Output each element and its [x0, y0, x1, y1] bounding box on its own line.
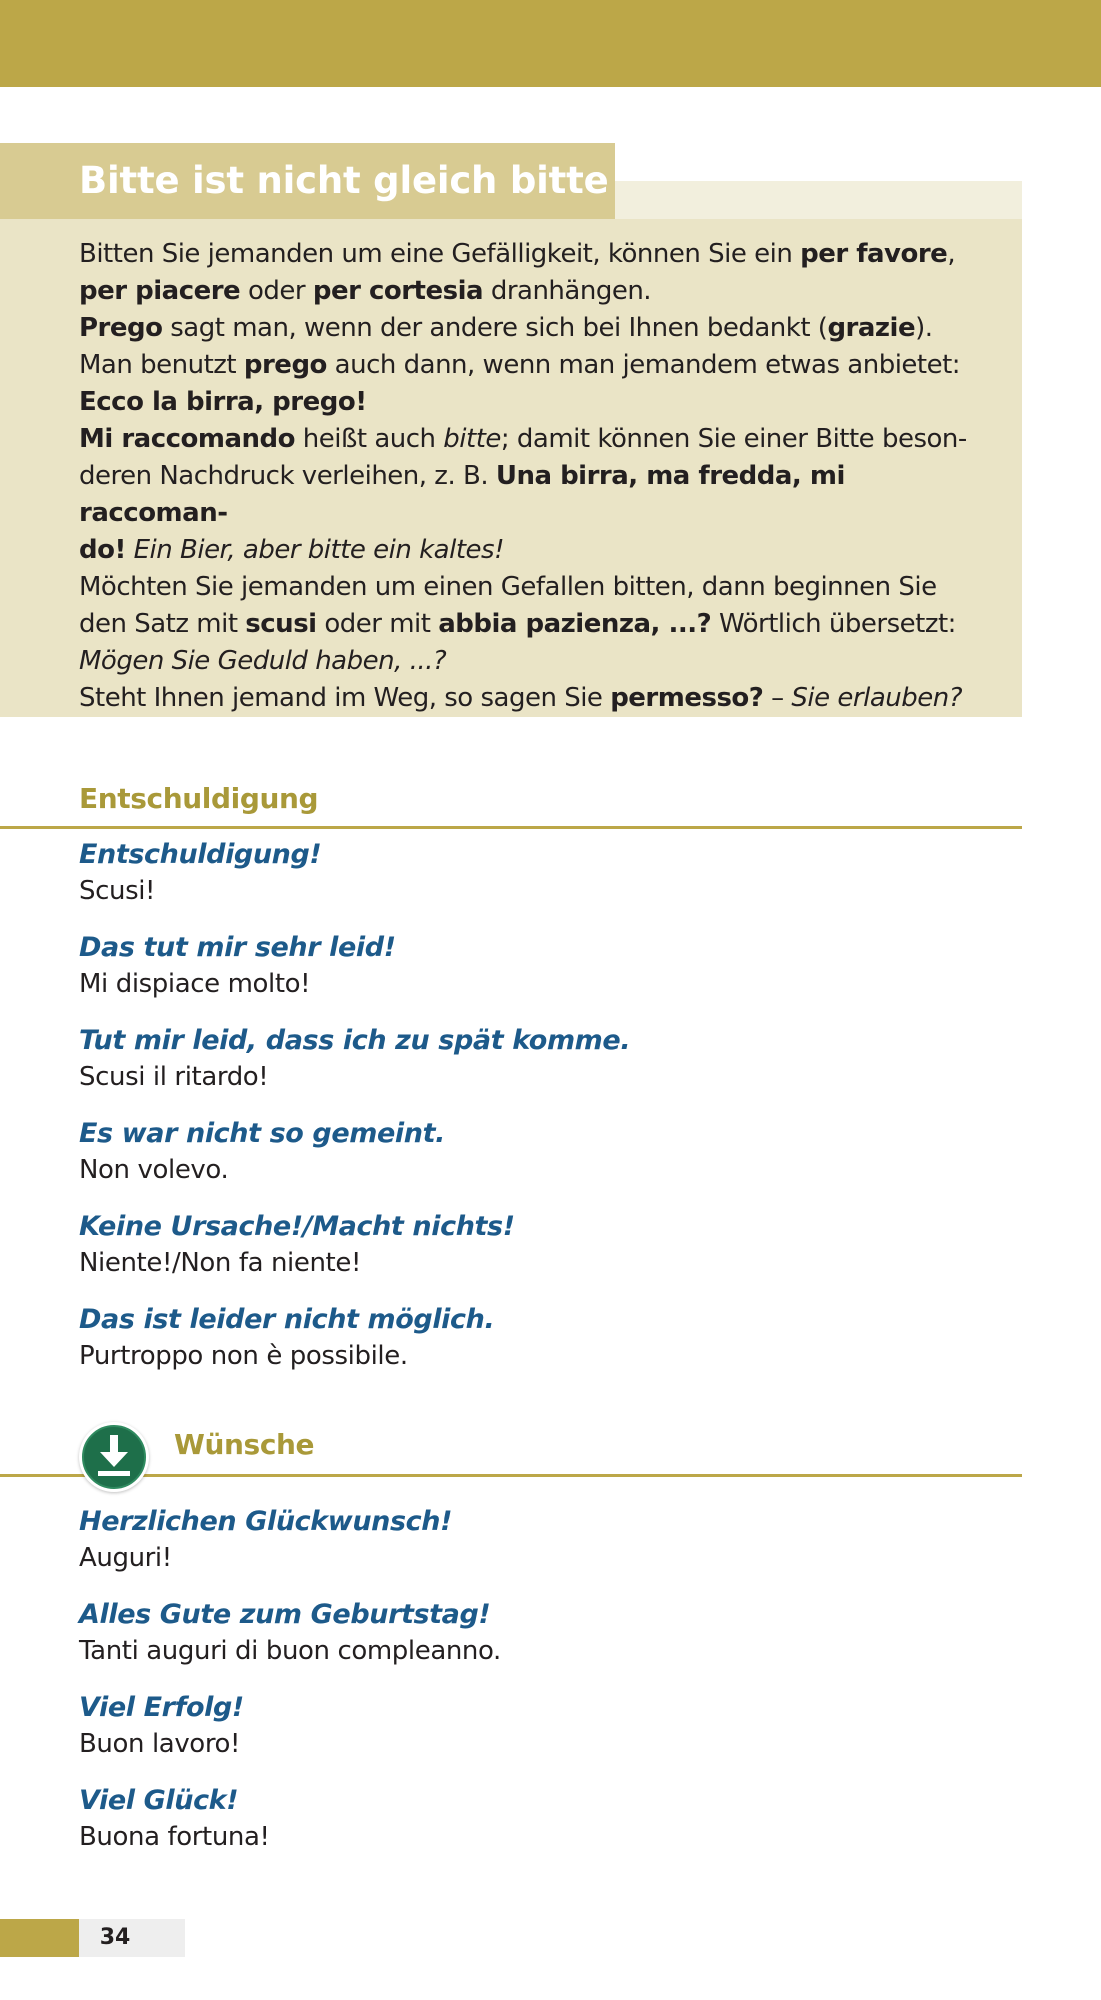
section-heading-wuensche: Wünsche: [174, 1428, 315, 1461]
phrase-list-wuensche: [79, 1503, 999, 1875]
italic-translation: Sie erlauben?: [791, 683, 963, 713]
phrase-item: [79, 836, 999, 929]
text-run: dranhängen.: [483, 276, 652, 306]
bold-term: Una birra, ma fredda, mi raccoman-: [79, 461, 845, 528]
text-run: –: [763, 683, 792, 713]
phrase-italian: Niente!/Non fa niente!: [79, 1248, 361, 1278]
text-run: [126, 535, 134, 565]
phrase-german: Das ist leider nicht möglich.: [79, 1304, 495, 1335]
text-run: ).: [915, 313, 933, 343]
phrase-italian: Non volevo.: [79, 1155, 229, 1185]
phrase-italian: Scusi!: [79, 876, 156, 906]
download-badge[interactable]: [79, 1422, 149, 1492]
phrase-german: Es war nicht so gemeint.: [79, 1118, 445, 1149]
text-run: Wörtlich übersetzt:: [711, 609, 956, 639]
page-number-box: [79, 1919, 185, 1957]
info-line: [79, 310, 999, 347]
bold-term: prego: [243, 350, 327, 380]
bold-term: per cortesia: [312, 276, 484, 306]
bold-term: do!: [79, 535, 126, 565]
phrase-italian: Mi dispiace molto!: [79, 969, 311, 999]
text-run: Möchten Sie jemanden um einen Gefallen bitten, dann beginnen Sie: [79, 572, 937, 602]
phrase-italian: Purtroppo non è possibile.: [79, 1341, 408, 1371]
info-line: [79, 532, 999, 569]
text-run: oder: [240, 276, 313, 306]
italic-translation: Mögen Sie Geduld haben, ...?: [79, 646, 447, 676]
phrase-italian: Auguri!: [79, 1543, 172, 1573]
phrase-italian: Buona fortuna!: [79, 1822, 270, 1852]
info-line: [79, 236, 999, 273]
phrase-german: Viel Erfolg!: [79, 1692, 244, 1723]
top-color-bar: [0, 0, 1101, 87]
phrase-item: [79, 1503, 999, 1596]
phrase-german: Alles Gute zum Geburtstag!: [79, 1599, 491, 1630]
phrase-italian: Tanti auguri di buon compleanno.: [79, 1636, 501, 1666]
text-run: oder mit: [316, 609, 439, 639]
phrase-german: Entschuldigung!: [79, 839, 322, 870]
phrase-item: [79, 1596, 999, 1689]
page-number: 34: [99, 1925, 131, 1950]
bold-term: Mi raccomando: [79, 424, 296, 454]
info-line: [79, 421, 999, 458]
text-run: auch dann, wenn man jemandem etwas anbietet:: [326, 350, 961, 380]
info-box-header-strip: [615, 181, 1022, 219]
phrase-german: Das tut mir sehr leid!: [79, 932, 396, 963]
bold-term: Ecco la birra, prego!: [79, 387, 367, 417]
info-box: [0, 143, 1022, 717]
bold-term: Prego: [79, 313, 163, 343]
info-box-title: Bitte ist nicht gleich bitte: [79, 159, 609, 202]
download-icon: [79, 1422, 149, 1492]
info-line: [79, 680, 999, 717]
bold-term: abbia pazienza, ...?: [438, 609, 712, 639]
text-run: heißt auch: [295, 424, 444, 454]
info-line: [79, 458, 999, 532]
phrase-item: [79, 1301, 999, 1394]
bold-term: per favore: [800, 239, 948, 269]
text-run: deren Nachdruck verleihen, z. B.: [79, 461, 496, 491]
page-number-accent: [0, 1919, 79, 1957]
phrase-item: [79, 1022, 999, 1115]
phrase-german: Viel Glück!: [79, 1785, 239, 1816]
phrase-italian: Scusi il ritardo!: [79, 1062, 269, 1092]
section-rule-wuensche: [0, 1474, 1022, 1477]
bold-term: grazie: [827, 313, 916, 343]
info-line: [79, 643, 999, 680]
phrase-item: [79, 1689, 999, 1782]
phrase-item: [79, 1208, 999, 1301]
text-run: den Satz mit: [79, 609, 246, 639]
phrase-item: [79, 1115, 999, 1208]
info-box-text: [79, 236, 999, 717]
bold-term: per piacere: [79, 276, 241, 306]
info-line: [79, 273, 999, 310]
italic-translation: Ein Bier, aber bitte ein kaltes!: [133, 535, 504, 565]
phrase-german: Tut mir leid, dass ich zu spät komme.: [79, 1025, 631, 1056]
phrase-item: [79, 929, 999, 1022]
info-line: [79, 606, 999, 643]
bold-term: scusi: [245, 609, 317, 639]
text-run: Bitten Sie jemanden um eine Gefälligkeit, können Sie ein: [79, 239, 801, 269]
phrase-german: Keine Ursache!/Macht nichts!: [79, 1211, 515, 1242]
text-run: Man benutzt: [79, 350, 244, 380]
phrase-german: Herzlichen Glückwunsch!: [79, 1506, 453, 1537]
info-line: [79, 384, 999, 421]
info-box-body: [0, 219, 1022, 717]
bold-term: permesso?: [610, 683, 764, 713]
text-run: ,: [947, 239, 956, 269]
phrase-list-entschuldigung: [79, 836, 999, 1394]
phrase-italian: Buon lavoro!: [79, 1729, 241, 1759]
info-line: [79, 569, 999, 606]
section-rule-entschuldigung: [0, 826, 1022, 829]
info-line: [79, 347, 999, 384]
text-run: Steht Ihnen jemand im Weg, so sagen Sie: [79, 683, 611, 713]
text-run: ; damit können Sie einer Bitte beson-: [500, 424, 967, 454]
italic-translation: bitte: [443, 424, 501, 454]
info-box-title-bar: [0, 143, 615, 219]
text-run: sagt man, wenn der andere sich bei Ihnen bedankt (: [162, 313, 828, 343]
section-heading-entschuldigung: Entschuldigung: [79, 782, 319, 815]
phrase-item: [79, 1782, 999, 1875]
